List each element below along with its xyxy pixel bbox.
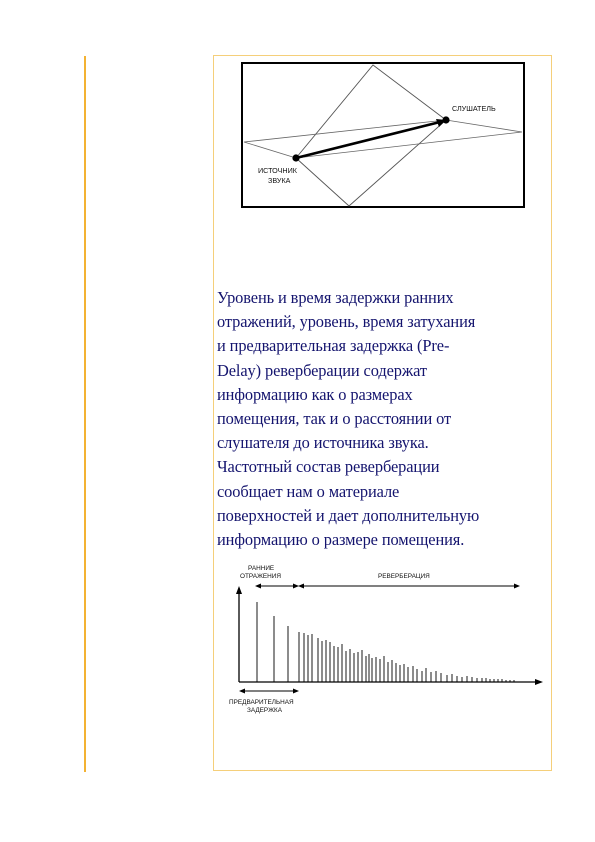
paragraph-line: слушателя до источника звука. [217, 433, 429, 453]
x-axis-arrow [535, 679, 543, 685]
paragraph-line: информацию как о размерах [217, 384, 413, 404]
source-label-line2: ЗВУКА [268, 176, 291, 185]
paragraph-line: Уровень и время задержки ранних [217, 288, 454, 307]
paragraph-line: и предварительная задержка (Pre- [217, 336, 450, 356]
paragraph-line: отражений, уровень, время затухания [217, 312, 476, 332]
description-paragraph [217, 286, 547, 552]
paragraph-line: поверхностей и дает дополнительную [217, 505, 480, 525]
reverb-span-arrow-left [298, 584, 304, 589]
paragraph-line: помещения, так и о расстоянии от [217, 409, 452, 429]
predelay-label-line2: ЗАДЕРЖКА [247, 707, 283, 714]
paragraph-line: сообщает нам о материале [217, 481, 400, 501]
predelay-label-line1: ПРЕДВАРИТЕЛЬНАЯ [229, 699, 294, 706]
paragraph-line: Частотный состав реверберации [217, 457, 440, 477]
predelay-arrow-right [293, 689, 299, 694]
source-dot [292, 154, 299, 161]
impulse-lines [257, 602, 514, 682]
paragraph-line: информацию о размере помещения. [217, 530, 465, 550]
reverb-impulse-diagram [226, 562, 544, 722]
early-span-arrow-left [255, 584, 261, 589]
listener-dot [442, 116, 449, 123]
reverb-span-arrow-right [514, 584, 520, 589]
source-label-line1: ИСТОЧНИК [258, 166, 297, 175]
paragraph-line: Delay) реверберации содержат [217, 360, 427, 380]
y-axis-arrow [236, 586, 242, 594]
early-label-line1: РАННИЕ [248, 565, 275, 572]
left-accent-rule [84, 56, 86, 772]
reflection-paths-diagram [241, 62, 525, 208]
predelay-arrow-left [239, 689, 245, 694]
reverb-label: РЕВЕРБЕРАЦИЯ [378, 573, 430, 580]
early-label-line2: ОТРАЖЕНИЯ [240, 573, 281, 580]
listener-label: СЛУШАТЕЛЬ [452, 104, 496, 113]
